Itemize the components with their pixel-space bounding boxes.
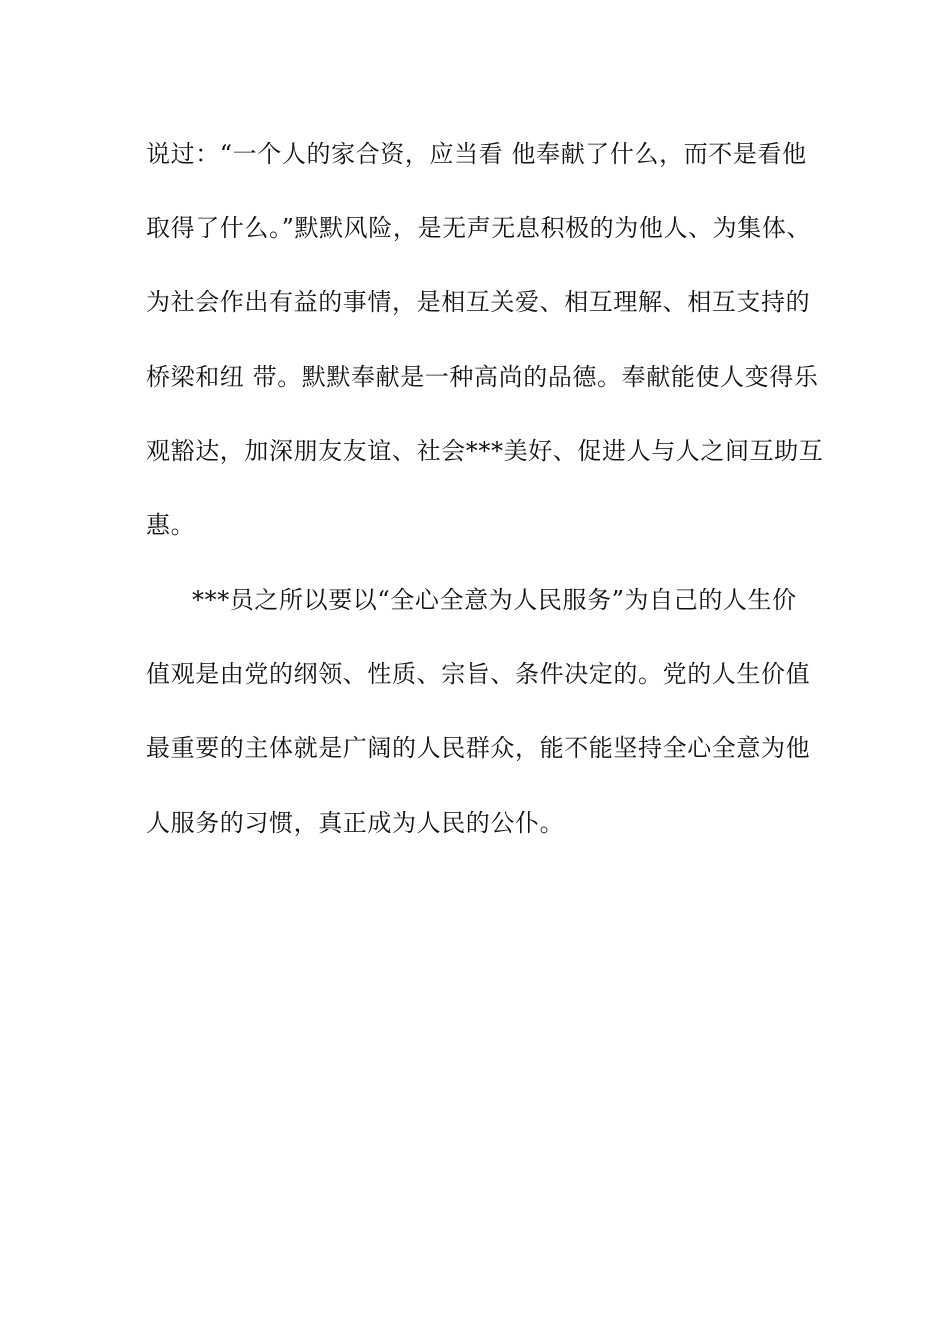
text-line: 观豁达，加深朋友友谊、社会***美好、促进人与人之间互助互 <box>146 437 824 465</box>
text-line: 桥梁和纽 带。默默奉献是一种高尚的品德。奉献能使人变得乐 <box>146 363 819 391</box>
text-line: 值观是由党的纲领、性质、宗旨、条件决定的。党的人生价值 <box>146 660 811 688</box>
text-line: 人服务的习惯，真正成为人民的公仆。 <box>146 809 565 837</box>
text-line: 惠。 <box>146 511 196 539</box>
text-line: 最重要的主体就是广阔的人民群众，能不能坚持全心全意为他 <box>146 734 811 762</box>
text-line: 为社会作出有益的事情，是相互关爱、相互理解、相互支持的 <box>146 288 811 316</box>
text-line: ***员之所以要以“全心全意为人民服务”为自己的人生价 <box>192 586 797 614</box>
text-line: 说过：“一个人的家合资，应当看 他奉献了什么，而不是看他 <box>146 140 807 168</box>
text-line: 取得了什么。”默默风险，是无声无息积极的为他人、为集体、 <box>146 214 812 242</box>
